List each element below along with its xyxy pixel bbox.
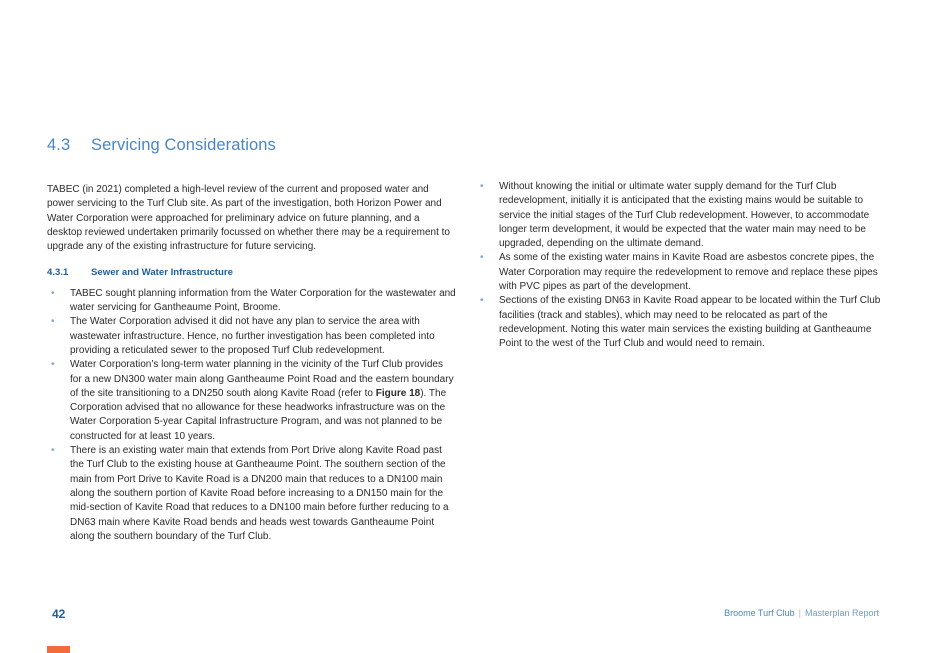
left-bullet-list xyxy=(47,287,457,544)
list-item xyxy=(476,180,886,251)
footer-separator: | xyxy=(798,608,801,618)
footer-document-title xyxy=(724,608,879,618)
section-number: 4.3 xyxy=(47,136,71,154)
subsection-title: Sewer and Water Infrastructure xyxy=(91,267,233,279)
list-item xyxy=(47,444,457,544)
intro-paragraph: TABEC (in 2021) completed a high-level review of the current and proposed water and power servicing to the Turf Club site. As part of the investigation, both Horizon Power and Water Corporation were approached for preliminary advice on future planning, and a desktop reviewed undertaken primarily focussed on whether there may be a requirement to upgrade any of the existing infrastructure for future servicing. xyxy=(47,184,450,253)
bullet-text: Without knowing the initial or ultimate water supply demand for the Turf Club redevelopment, initially it is anticipated that the existing mains would be suitable to service the initial stages of the Turf Club redevelopment. However, to accommodate longer term development, it would be expected that the water main may need to be upgraded, depending on the ultimate demand. xyxy=(499,181,870,250)
bullet-text-before: Water Corporation’s long-term water planning in the vicinity of the Turf Club provides for a new DN300 water main along Gantheaume Point Road and the eastern boundary of the site transitioning to a DN250 south along Kavite Road (refer to xyxy=(70,359,454,399)
bullet-text-after: ). The Corporation advised that no allowance for these headworks infrastructure was on the Water Corporation 5-year Capital Infrastructure Program, and was not planned to be constructed for at least 10 years. xyxy=(70,387,447,442)
right-bullet-list xyxy=(476,180,886,352)
bullet-text: Sections of the existing DN63 in Kavite Road appear to be located within the Turf Club facilities (track and stables), which may need to be relocated as part of the redevelopment. Noting this water main services the existing building at Gantheaume Point to the west of the Turf Club and would need to remain. xyxy=(499,295,881,350)
bullet-text: The Water Corporation advised it did not have any plan to service the area with wastewater infrastructure. Hence, no further investigation has been completed into providing a reticulated sewer to the proposed Turf Club redevelopment. xyxy=(70,316,435,356)
footer-title-main: Broome Turf Club xyxy=(724,608,795,618)
figure-reference: Figure 18 xyxy=(375,387,421,399)
bullet-text: TABEC sought planning information from the Water Corporation for the wastewater and water servicing for Gantheaume Point, Broome. xyxy=(70,287,456,314)
bullet-icon: • xyxy=(51,359,55,371)
bullet-icon: • xyxy=(51,287,55,299)
list-item xyxy=(47,358,457,444)
list-item xyxy=(476,251,886,294)
list-item xyxy=(47,287,457,316)
section-title: Servicing Considerations xyxy=(91,136,276,154)
bullet-icon: • xyxy=(51,445,55,457)
list-item xyxy=(476,294,886,351)
bullet-icon: • xyxy=(480,181,484,192)
subsection-number: 4.3.1 xyxy=(47,267,69,279)
list-item xyxy=(47,315,457,358)
bullet-icon: • xyxy=(480,295,484,307)
accent-bar xyxy=(47,646,70,653)
bullet-text: There is an existing water main that extends from Port Drive along Kavite Road past the Turf Club to the existing house at Gantheaume Point. The southern section of the main from Port Drive to Kavite Road is a DN200 main that reduces to a DN100 main along the southern portion of Kavite Road before increasing to a DN150 main for the mid-section of Kavite Road that reduces to a DN100 main before further reducing to a DN63 main where Kavite Road bends and heads west towards Gantheaume Point along the southern boundary of the Turf Club. xyxy=(70,445,449,542)
bullet-icon: • xyxy=(480,252,484,264)
right-column xyxy=(476,180,886,352)
subsection-heading xyxy=(47,266,457,280)
footer-title-sub: Masterplan Report xyxy=(804,608,879,618)
left-column xyxy=(47,183,457,544)
page-number: 42 xyxy=(52,607,66,621)
bullet-icon: • xyxy=(51,316,55,328)
section-heading xyxy=(47,136,276,155)
bullet-text: As some of the existing water mains in Kavite Road are asbestos concrete pipes, the Water Corporation may require the redevelopment to remove and replace these pipes with PVC pipes as part of the development. xyxy=(499,252,878,293)
